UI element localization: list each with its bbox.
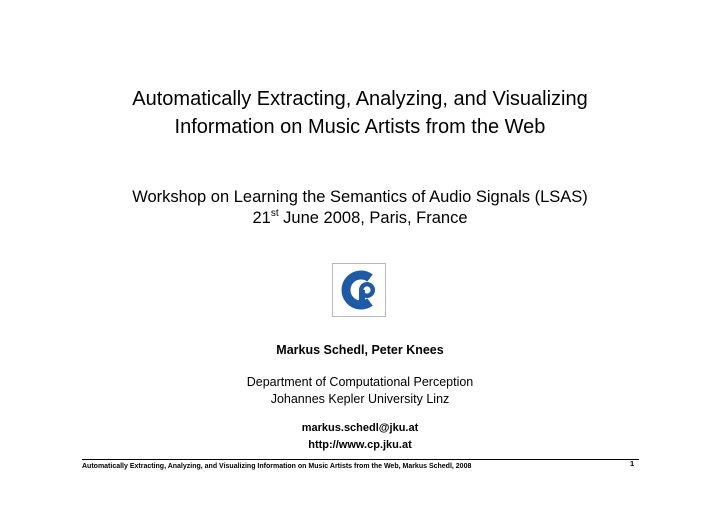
- cp-logo-icon: [332, 263, 386, 317]
- slide-title-line-2: Information on Music Artists from the Web: [174, 116, 546, 138]
- slide-title-line-1: Automatically Extracting, Analyzing, and Visualizing: [132, 88, 588, 110]
- event-date-location: [0, 208, 720, 229]
- department: Department of Computational Perception: [246, 375, 474, 389]
- footer-text: Automatically Extracting, Analyzing, and Visualizing Information on Music Artists from the Web, Markus Schedl, 2008: [82, 463, 472, 470]
- university: Johannes Kepler University Linz: [270, 392, 450, 406]
- date-rest: June 2008, Paris, France: [278, 209, 468, 227]
- workshop-name: Workshop on Learning the Semantics of Audio Signals (LSAS): [132, 188, 588, 206]
- date-suffix: st: [270, 207, 279, 219]
- footer-divider: [82, 459, 639, 460]
- cp-logo-graphic: [333, 264, 385, 316]
- date-day: 21: [252, 209, 271, 227]
- page-number: 1: [630, 459, 635, 468]
- authors: Markus Schedl, Peter Knees: [276, 343, 444, 357]
- email-address: markus.schedl@jku.at: [301, 422, 419, 434]
- website-url: http://www.cp.jku.at: [308, 439, 412, 451]
